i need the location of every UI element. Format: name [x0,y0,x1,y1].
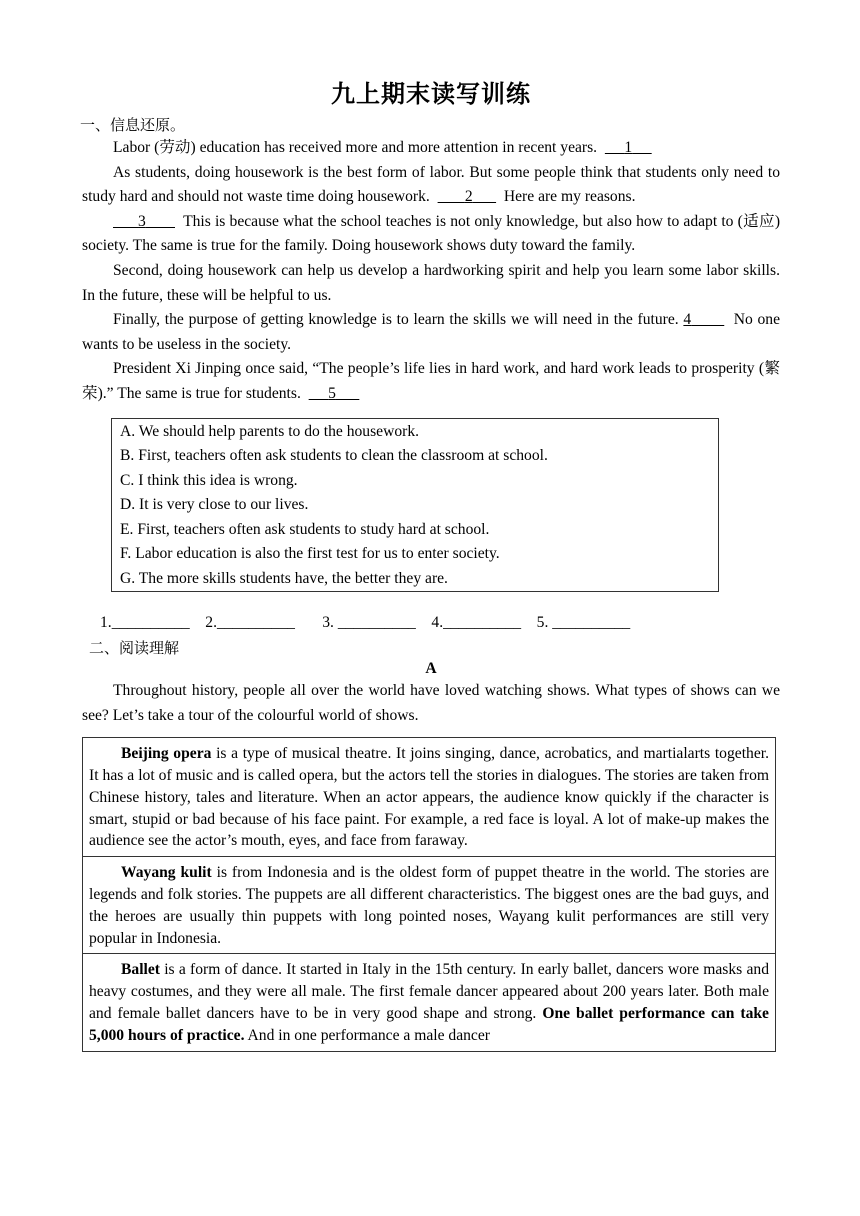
cell-ballet [83,953,775,1050]
paragraph-3 [82,210,780,259]
paragraph-3-text: This is because what the school teaches is not only knowledge, but also how to adapt to (适应) society. The same is true for the family. Doing housework shows duty toward the family. [82,212,781,255]
cell-ballet-text: is a form of dance. It started in Italy in the 15th century. In early ballet, dancers wore masks and heavy costumes, and they were all male. The first female dancer appeared about 200 years later. Both male and female ballet dancers have to be in very good shape and strong. [89,961,769,1022]
option-f: F. Labor education is also the first test for us to enter society. [120,545,500,563]
cell-ballet-bold-sentence: One ballet performance can take 5,000 hours of practice. [89,1004,769,1044]
paragraph-2-tail: Here are my reasons. [503,188,636,206]
option-d: D. It is very close to our lives. [120,496,309,514]
cell-ballet-text-tail: And in one performance a male dancer [244,1026,490,1044]
paragraph-4: Second, doing housework can help us develop a hardworking spirit and help you learn some labor skills. In the future, these will be helpful to us. [82,261,780,304]
paragraph-5-tail: No one wants to be useless in the society. [82,311,780,353]
option-b: B. First, teachers often ask students to clean the classroom at school. [120,447,548,465]
answer-blank-4[interactable]: 4.__________ [431,614,522,632]
reading-intro: Throughout history, people all over the world have loved watching shows. What types of shows can we see? Let’s take a tour of the colourful world of shows. [82,682,780,724]
paragraph-2 [82,161,780,210]
cell-beijing-opera [83,738,775,856]
paragraph-6 [82,357,780,406]
paragraph-5-text: Finally, the purpose of getting knowledge is to learn the skills we will need in the future. [113,311,679,329]
paragraph-1 [82,136,780,161]
option-c: C. I think this idea is wrong. [120,471,298,489]
section2-heading: 二、阅读理解 [89,639,180,658]
blank-3: 3 [138,212,146,230]
shows-table [82,737,776,1051]
cell-beijing-opera-name: Beijing opera [121,745,212,763]
cell-beijing-opera-text: is a type of musical theatre. It joins singing, dance, acrobatics, and martialarts together. It has a lot of music and is called opera, but the actors tell the stories in dialogues. The stories are taken from Chinese history, tales and literature. When an actor appears, the audience know quickly if the character is smart, stupid or bad because of his face paint. For example, a red face is loyal. A lot of make-up makes the audience see the actor’s mouth, eyes, and face from faraway. [89,745,769,850]
answer-blank-5[interactable]: 5. __________ [536,614,631,632]
blank-2: 2 [464,188,473,206]
cell-wayang-kulit-name: Wayang kulit [121,864,212,882]
blank-1: 1 [624,139,633,156]
answer-blank-1[interactable]: 1.__________ [100,614,190,632]
cell-wayang-kulit [83,856,775,953]
option-a: A. We should help parents to do the housework. [120,422,420,440]
option-g: G. The more skills students have, the better they are. [120,569,448,587]
answer-blank-2[interactable]: 2.__________ [205,614,295,632]
paragraph-6-text: President Xi Jinping once said, “The people’s life lies in hard work, and hard work leads to prosperity (繁荣).” The same is true for students. [82,360,780,402]
answer-blank-3[interactable]: 3. __________ [322,614,416,632]
blank-5: 5 [328,384,336,402]
cell-ballet-name: Ballet [121,961,160,979]
passage-label: A [425,660,437,678]
worksheet-page [82,74,780,1052]
cell-wayang-kulit-text: is from Indonesia and is the oldest form of puppet theatre in the world. The stories are legends and folk stories. The puppets are all different characteristics. The biggest ones are the bad guys, and the heroes are usually thin puppets with long pointed noses, Wayang kulit performances are still very popular in Indonesia. [89,864,769,947]
options-box [111,418,719,593]
blank-4: 4 [683,311,692,329]
section1-heading: 一、信息还原。 [80,116,186,134]
answer-line [100,611,780,635]
page-title: 九上期末读写训练 [331,79,531,108]
paragraph-5 [82,308,780,357]
option-e: E. First, teachers often ask students to study hard at school. [120,520,490,538]
paragraph-2-text: As students, doing housework is the best form of labor. But some people think that students only need to study hard and should not waste time doing housework. [82,163,780,206]
paragraph-1-text: Labor (劳动) education has received more and more attention in recent years. [113,139,598,156]
